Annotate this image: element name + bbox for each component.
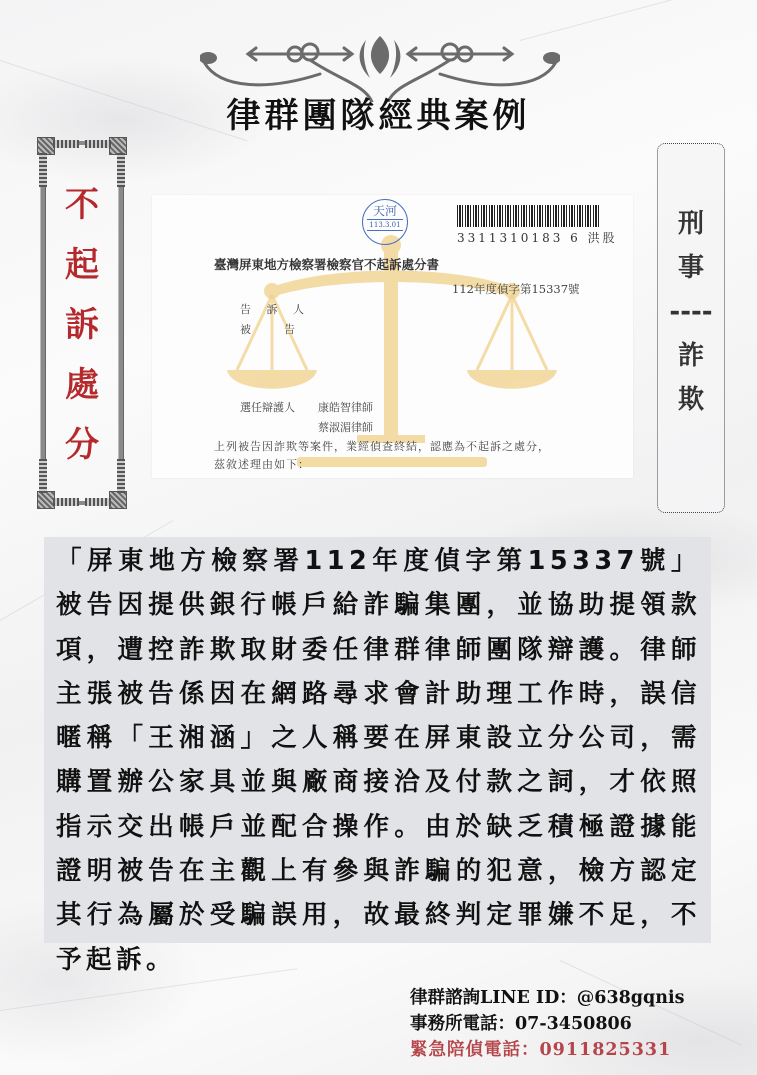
stamp-text: 天河 — [372, 204, 397, 218]
document-scan — [152, 195, 633, 478]
document-body-line: 上列被告因詐欺等案件，業經偵查終結，認應為不起訴之處分， — [214, 440, 550, 453]
frame-corner-icon — [109, 491, 127, 509]
case-category-label — [658, 202, 724, 422]
category-divider: ---- — [669, 297, 713, 327]
defendant-label: 被 告 — [240, 323, 295, 336]
page-title: 律群團隊經典案例 — [226, 96, 531, 136]
complainant-label: 告 訴 人 — [240, 303, 310, 316]
stamp-date: 113.3.01 — [367, 219, 403, 231]
barcode-icon — [457, 205, 600, 227]
contact-info — [410, 985, 685, 1063]
line-id[interactable]: 律群諮詢LINE ID：@638gqnis — [410, 988, 685, 1008]
verdict-char: 不 — [65, 185, 99, 225]
emergency-phone[interactable]: 緊急陪偵電話：0911825331 — [410, 1040, 672, 1060]
counsel-name: 蔡淑湄律師 — [318, 421, 373, 434]
verdict-label — [37, 175, 127, 475]
category-char: 詐 — [677, 341, 704, 371]
counsel-label: 選任辯護人 — [240, 401, 295, 414]
verdict-char: 處 — [65, 365, 99, 405]
barcode-number: 3311310183 6 洪股 — [457, 231, 618, 245]
frame-ornament-icon — [53, 498, 79, 506]
category-char: 事 — [677, 253, 704, 283]
counsel-name: 康皓智律師 — [318, 401, 373, 414]
verdict-char: 起 — [65, 245, 99, 285]
document-heading: 臺灣屏東地方檢察署檢察官不起訴處分書 — [214, 257, 440, 272]
document-body-line: 茲敘述理由如下： — [214, 458, 310, 471]
case-category-box — [657, 143, 725, 513]
verdict-char: 訴 — [65, 305, 99, 345]
frame-ornament-icon — [53, 140, 79, 148]
postmark-stamp — [362, 199, 408, 245]
verdict-char: 分 — [65, 425, 99, 465]
case-summary-box — [44, 537, 711, 975]
verdict-label-frame — [37, 137, 127, 509]
office-phone[interactable]: 事務所電話：07-3450806 — [410, 1014, 632, 1034]
frame-ornament-icon — [85, 498, 111, 506]
case-summary-text: 「屏東地方檢察署112年度偵字第15337號」被告因提供銀行帳戶給詐騙集團，並協助提領款項，遭控詐欺取財委任律群律師團隊辯護。律師主張被告係因在網路尋求會計助理工作時，誤信暱稱「王湘涵」之人稱要在屏東設立分公司，需購置辦公家具並與廠商接洽及付款之詞，才依照指示交出帳戶並配合操作。由於缺乏積極證據能證明被告在主觀上有參與詐騙的犯意，檢方認定其行為屬於受騙誤用，故最終判定罪嫌不足，不予起訴。 — [56, 546, 701, 975]
frame-ornament-icon — [85, 140, 111, 148]
category-char: 刑 — [677, 209, 704, 239]
document-case-number: 112年度偵字第15337號 — [452, 282, 580, 296]
category-char: 欺 — [677, 385, 704, 415]
